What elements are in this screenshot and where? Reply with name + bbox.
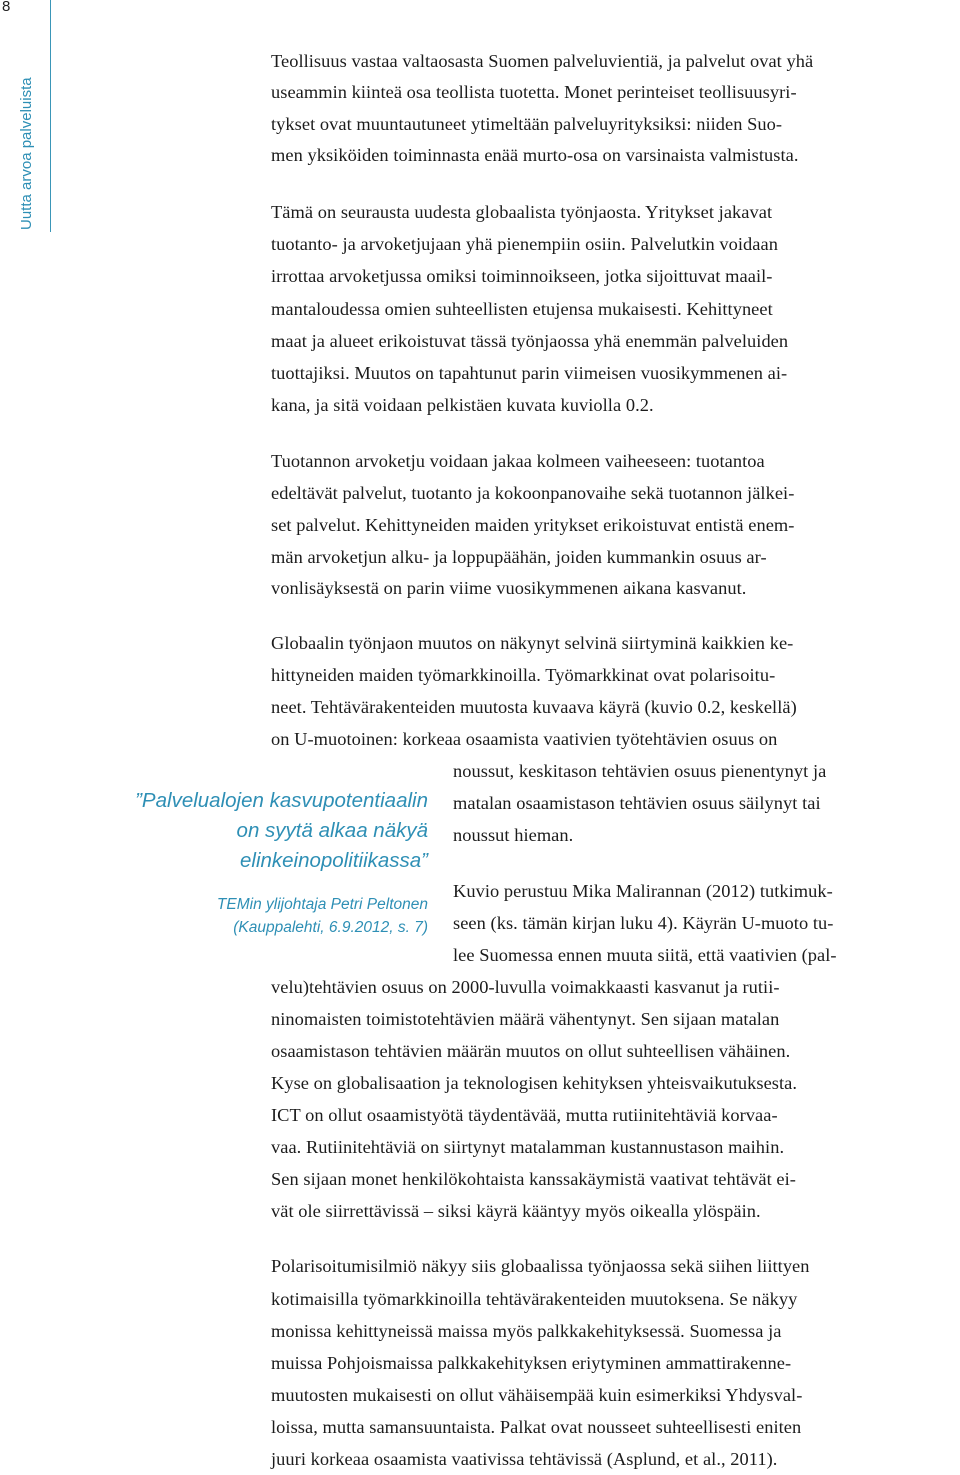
pull-quote-line: elinkeinopolitiikassa” [239,849,428,872]
body-line: men yksiköiden toiminnasta enää murto-osa on varsinaista valmistusta. [271,145,799,165]
body-line: edeltävät palvelut, tuotanto ja kokoonpanovaihe sekä tuotannon jälkei- [271,483,795,503]
body-line: mantaloudessa omien suhteellisten etujensa mukaisesti. Kehittyneet [271,299,773,319]
page-number: 8 [2,0,11,15]
body-line: Globaalin työnjaon muutos on näkynyt selvinä siirtyminä kaikkien ke- [271,633,794,653]
body-line: vät ole siirrettävissä – siksi käyrä kääntyy myös oikealla ylöspäin. [271,1201,761,1221]
body-line: set palvelut. Kehittyneiden maiden yritykset erikoistuvat entistä enem- [271,515,795,535]
side-section-label: Uutta arvoa palveluista [18,77,35,230]
body-line: ICT on ollut osaamistyötä täydentävää, mutta rutiinitehtäviä korvaa- [271,1105,778,1125]
body-line: neet. Tehtävärakenteiden muutosta kuvaava käyrä (kuvio 0.2, keskellä) [271,697,797,717]
body-line: Sen sijaan monet henkilökohtaista kanssakäymistä vaativat tehtävät ei- [271,1169,796,1189]
body-line: noussut hieman. [453,825,574,845]
body-line: Kyse on globalisaation ja teknologisen kehityksen yhteisvaikutuksesta. [271,1073,798,1093]
pull-quote-line: on syytä alkaa näkyä [236,819,428,842]
body-line: velu)tehtävien osuus on 2000-luvulla voimakkaasti kasvanut ja rutii- [271,977,780,997]
body-line: Tuotannon arvoketju voidaan jakaa kolmeen vaiheeseen: tuotantoa [271,451,765,471]
body-line: muissa Pohjoismaissa palkkakehityksen eriytyminen ammattirakenne- [271,1353,792,1373]
body-line: Kuvio perustuu Mika Malirannan (2012) tutkimuk- [453,881,833,901]
body-line: noussut, keskitason tehtävien osuus pienentynyt ja [453,761,827,781]
body-line: lee Suomessa ennen muuta siitä, että vaativien (pal- [453,945,837,965]
body-line: Polarisoitumisilmiö näkyy siis globaalissa työnjaossa sekä siihen liittyen [271,1256,810,1276]
body-line: on U-muotoinen: korkeaa osaamista vaativien työtehtävien osuus on [271,729,778,749]
body-line: muutosten mukaisesti on ollut vähäisempää kuin esimerkiksi Yhdysval- [271,1385,803,1405]
body-line: irrottaa arvoketjussa omiksi toiminnoikseen, jotka sijoittuvat maail- [271,266,773,286]
body-line: Teollisuus vastaa valtaosasta Suomen palveluvientiä, ja palvelut ovat yhä [271,51,814,71]
body-line: män arvoketjun alku- ja loppupäähän, joiden kummankin osuus ar- [271,547,767,567]
body-line: tykset ovat muuntautuneet ytimeltään palveluyrityksiksi: niiden Suo- [271,114,783,134]
body-line: tuottajiksi. Muutos on tapahtunut parin viimeisen vuosikymmenen ai- [271,363,788,383]
quote-attribution: TEMin ylijohtaja Petri Peltonen [216,896,428,913]
body-line: monissa kehittyneissä maissa myös palkkakehityksessä. Suomessa ja [271,1321,782,1341]
side-rule [50,0,51,232]
body-line: kotimaisilla työmarkkinoilla tehtävärakenteiden muutoksena. Se näkyy [271,1289,798,1309]
body-line: vonlisäyksestä on parin viime vuosikymmenen aikana kasvanut. [271,578,747,598]
body-line: loissa, mutta samansuuntaista. Palkat ovat nousseet suhteellisesti eniten [271,1417,802,1437]
body-line: juuri korkeaa osaamista vaativissa tehtävissä (Asplund, et al., 2011). [271,1449,778,1469]
pull-quote-line: ”Palvelualojen kasvupotentiaalin [135,789,428,812]
body-line: tuotanto- ja arvoketjujaan yhä pienempiin osiin. Palvelutkin voidaan [271,234,778,254]
body-line: kana, ja sitä voidaan pelkistäen kuvata kuviolla 0.2. [271,395,654,415]
body-line: maat ja alueet erikoistuvat tässä työnjaossa yhä enemmän palveluiden [271,331,789,351]
body-line: ninomaisten toimistotehtävien määrä vähentynyt. Sen sijaan matalan [271,1009,780,1029]
body-line: osaamistason tehtävien määrän muutos on ollut suhteellisen vähäinen. [271,1041,791,1061]
body-line: hittyneiden maiden työmarkkinoilla. Työmarkkinat ovat polarisoitu- [271,665,776,685]
body-line: vaa. Rutiinitehtäviä on siirtynyt matalamman kustannustason maihin. [271,1137,785,1157]
body-line: seen (ks. tämän kirjan luku 4). Käyrän U-muoto tu- [453,913,834,933]
body-line: matalan osaamistason tehtävien osuus säilynyt tai [453,793,821,813]
body-line: Tämä on seurausta uudesta globaalista työnjaosta. Yritykset jakavat [271,202,773,222]
body-line: useammin kiinteä osa teollista tuotetta. Monet perinteiset teollisuusyri- [271,82,797,102]
quote-attribution: (Kauppalehti, 6.9.2012, s. 7) [233,919,428,936]
